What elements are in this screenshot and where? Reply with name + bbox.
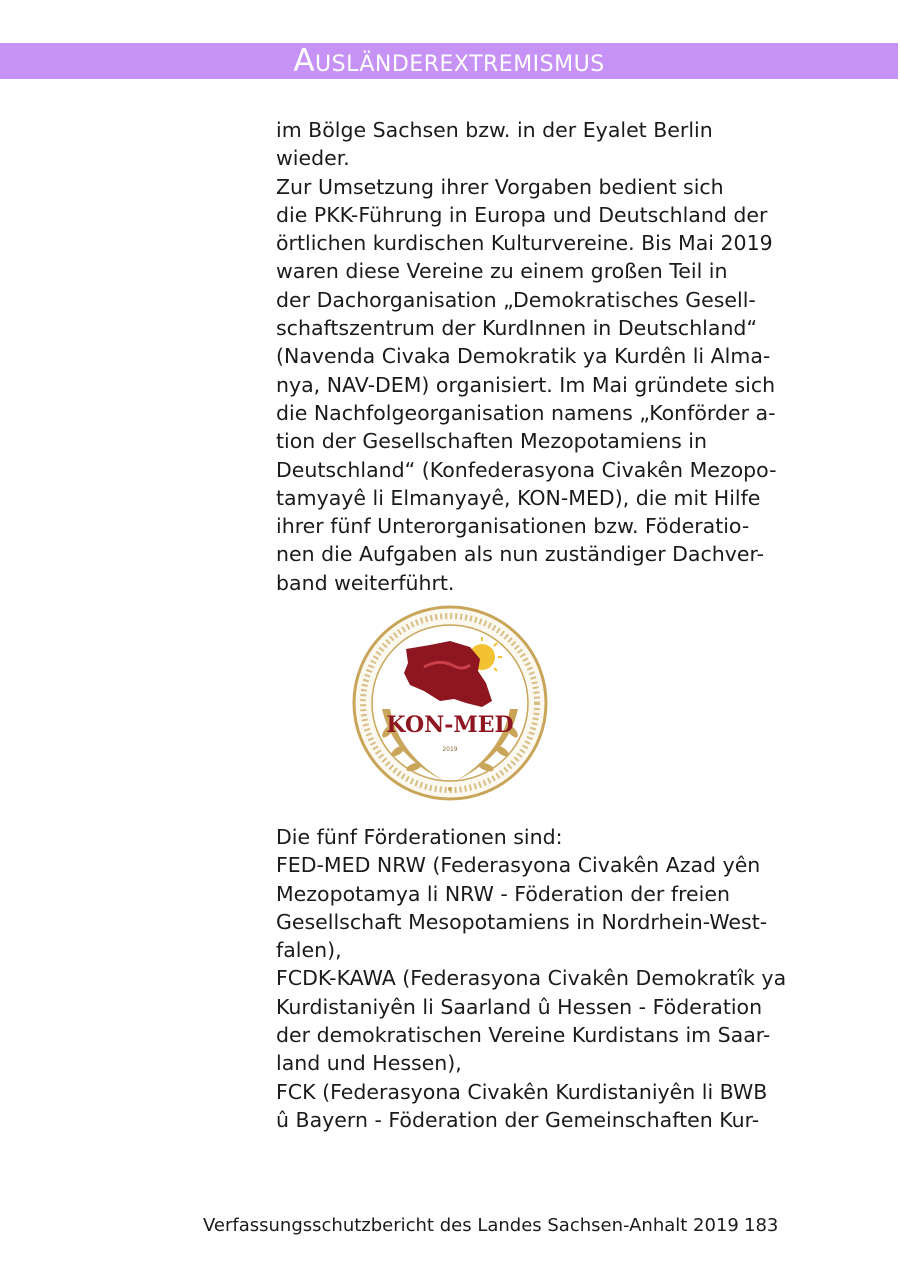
section-title-initial: A — [293, 43, 316, 79]
section-title — [0, 44, 898, 82]
text-line: Kurdistaniyên li Saarland û Hessen - Föderation — [276, 994, 763, 1019]
text-line: FED-MED NRW (Federasyona Civakên Azad yên — [276, 853, 761, 878]
text-line: falen), — [276, 938, 342, 963]
text-line: tion der Gesellschaften Mezopotamiens in — [276, 429, 707, 454]
logo-name: KON-MED — [386, 712, 514, 738]
text-line: FCK (Federasyona Civakên Kurdistaniyên li BWB — [276, 1079, 768, 1104]
text-line: örtlichen kurdischen Kulturvereine. Bis Mai 2019 — [276, 231, 773, 256]
text-line: (Navenda Civaka Demokratik ya Kurdên li Alma- — [276, 344, 771, 369]
text-line: im Bölge Sachsen bzw. in der Eyalet Berlin — [276, 118, 713, 142]
body-text-top — [276, 116, 786, 597]
text-line: die PKK-Führung in Europa und Deutschland der — [276, 202, 768, 227]
kon-med-logo — [352, 605, 548, 801]
text-line: û Bayern - Föderation der Gemeinschaften Kur- — [276, 1107, 760, 1132]
logo-year: 2019 — [442, 746, 458, 753]
text-line: der Dachorganisation „Demokratisches Gesell- — [276, 287, 756, 312]
text-line: waren diese Vereine zu einem großen Teil in — [276, 259, 728, 284]
page-number: 183 — [744, 1215, 779, 1236]
text-line: schaftszentrum der KurdInnen in Deutschland“ — [276, 316, 758, 341]
text-line: Mezopotamya li NRW - Föderation der freien — [276, 881, 730, 906]
text-line: ihrer fünf Unterorganisationen bzw. Föderatio- — [276, 514, 750, 539]
text-line: Zur Umsetzung ihrer Vorgaben bedient sich — [276, 174, 724, 199]
text-line: der demokratischen Vereine Kurdistans im Saar- — [276, 1023, 771, 1048]
footer-caption: Verfassungsschutzbericht des Landes Sachsen-Anhalt 2019 — [203, 1215, 739, 1236]
text-line: Deutschland“ (Konfederasyona Civakên Mezopo- — [276, 457, 777, 482]
text-line: nya, NAV-DEM) organisiert. Im Mai gründete sich — [276, 372, 776, 397]
text-line: band weiterführt. — [276, 570, 455, 595]
text-line: tamyayê li Elmanyayê, KON-MED), die mit Hilfe — [276, 485, 761, 510]
text-line: wieder. — [276, 146, 350, 171]
section-title-rest: USLÄNDEREXTREMISMUS — [315, 52, 605, 77]
text-line: FCDK-KAWA (Federasyona Civakên Demokratîk ya — [276, 966, 787, 991]
text-line: Gesellschaft Mesopotamiens in Nordrhein-West- — [276, 909, 768, 934]
text-line: Die fünf Förderationen sind: — [276, 825, 563, 849]
body-text-bottom — [276, 823, 786, 1134]
text-line: land und Hessen), — [276, 1051, 462, 1076]
text-line: die Nachfolgeorganisation namens „Konförder a- — [276, 400, 776, 425]
text-line: nen die Aufgaben als nun zuständiger Dachver- — [276, 542, 765, 567]
